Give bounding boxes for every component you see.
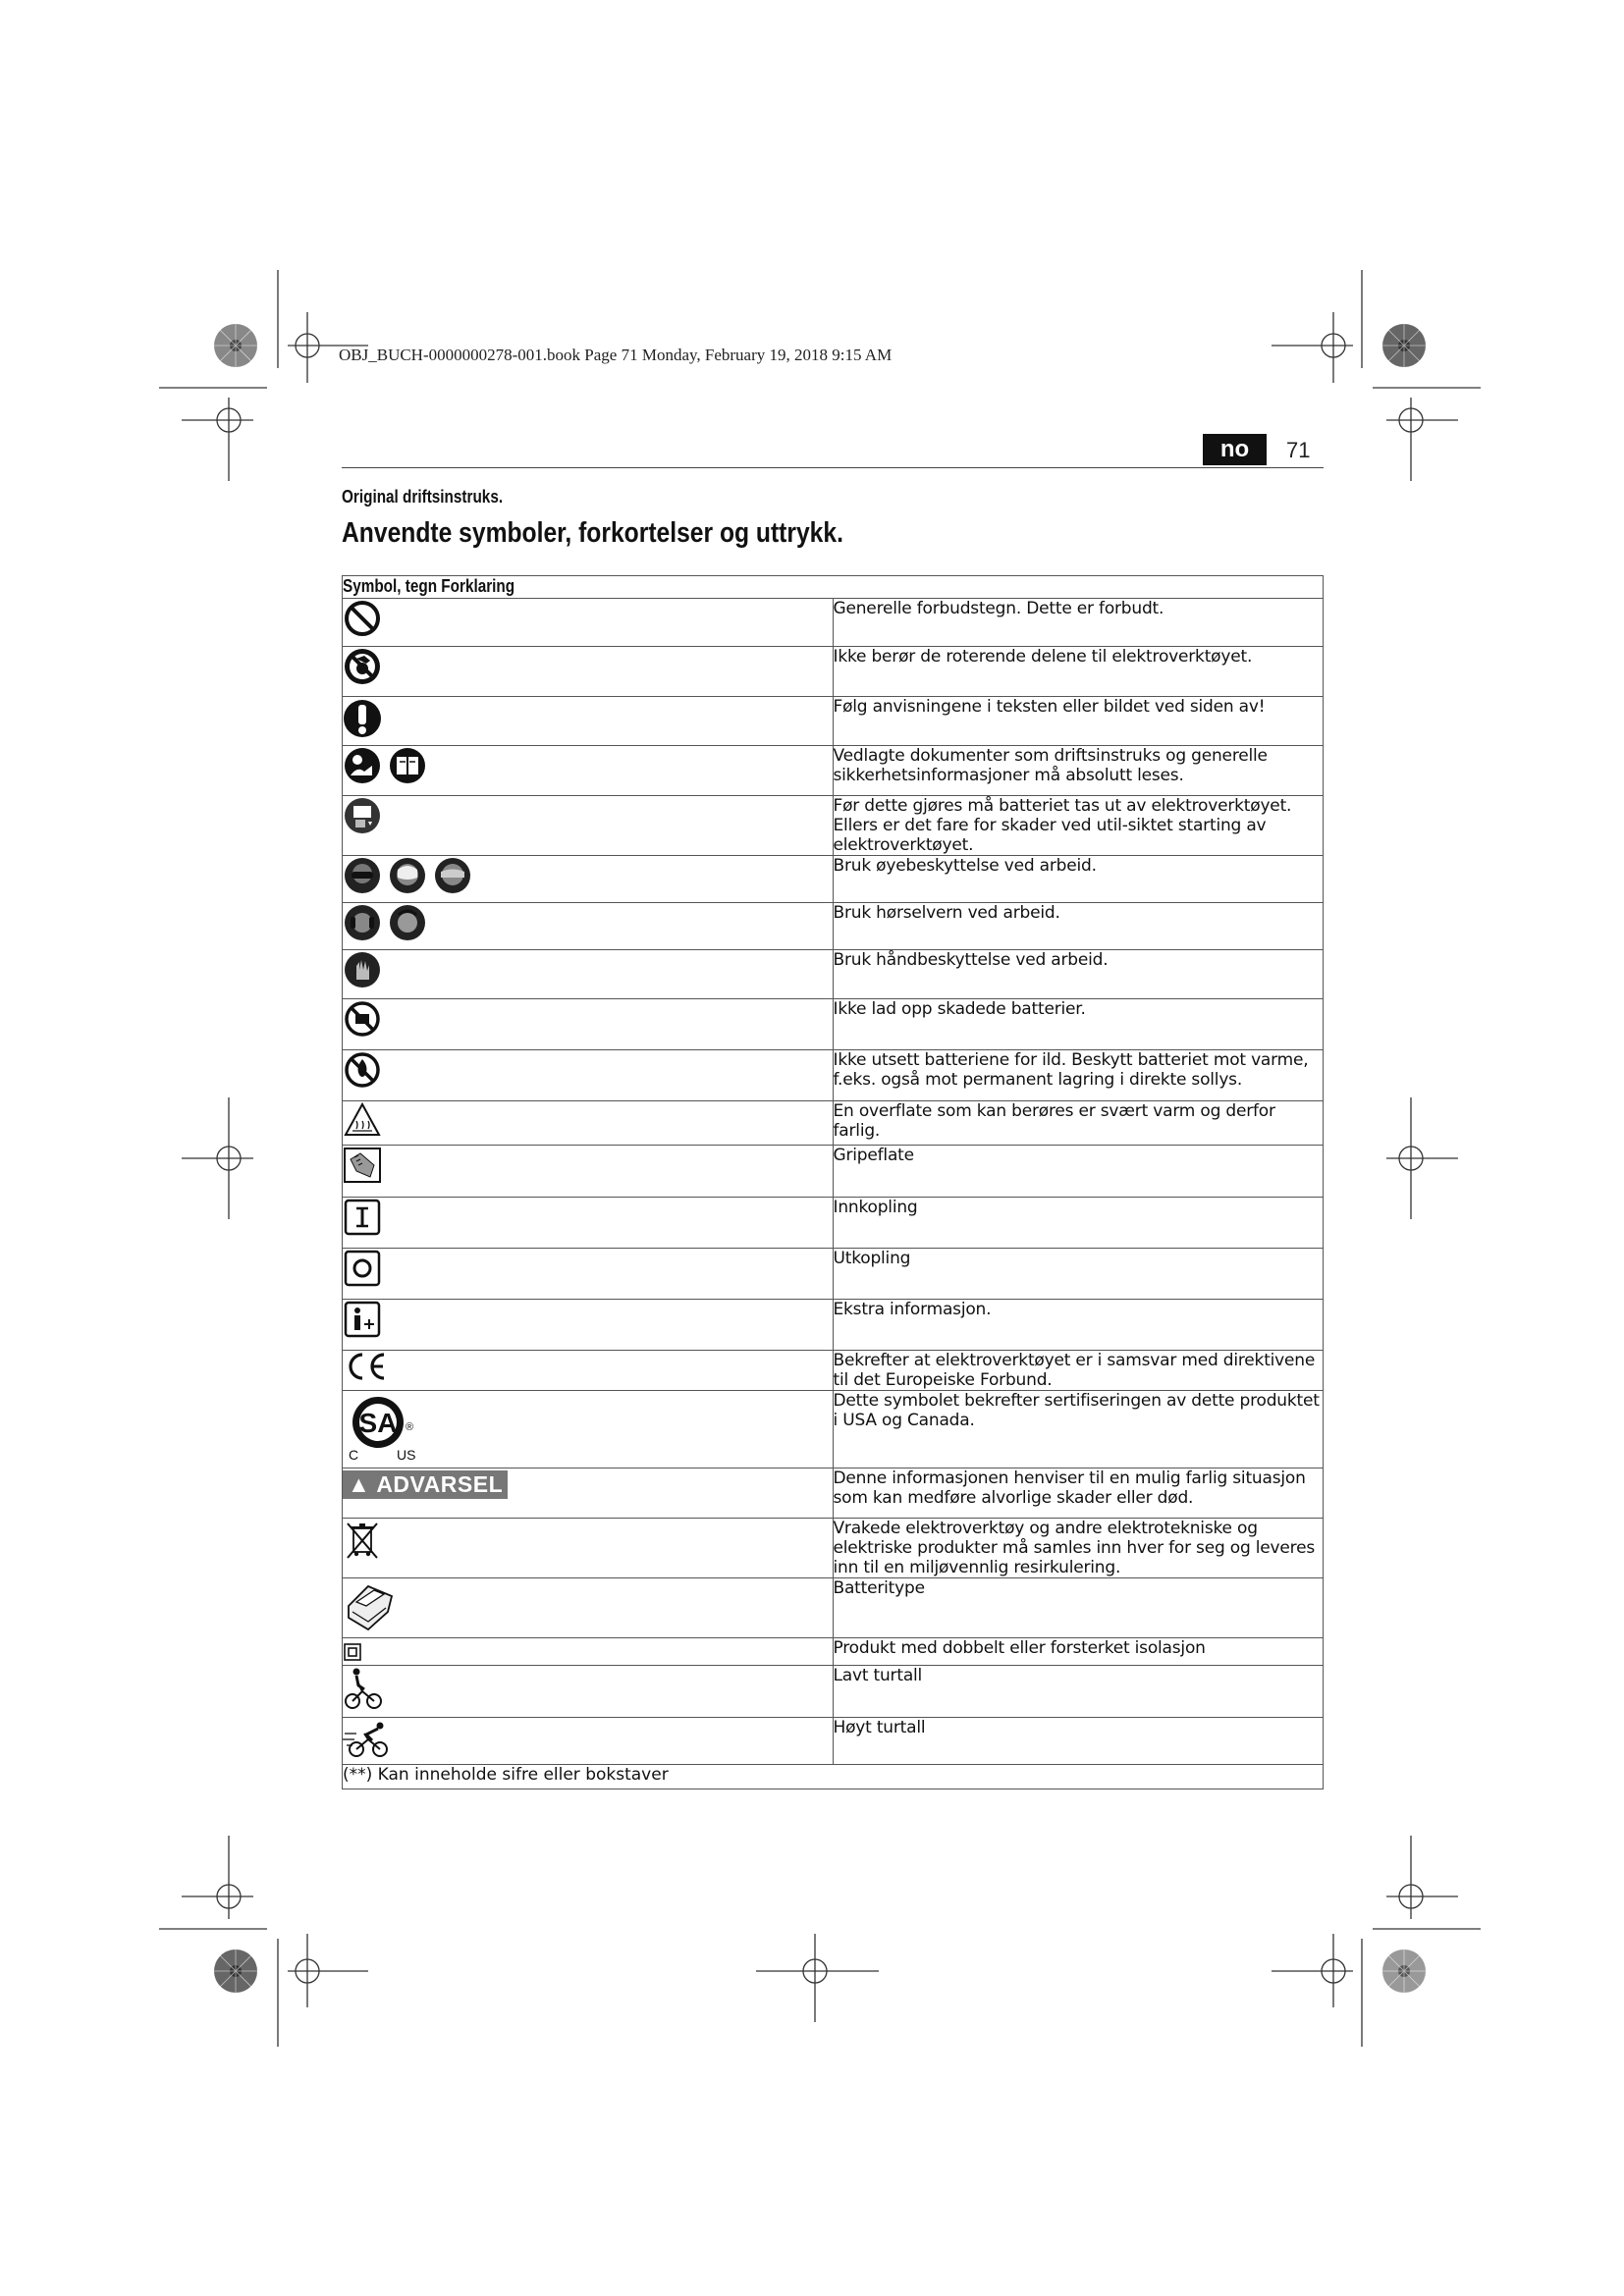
registered-mark: ® (406, 1421, 414, 1433)
explanation-cell: Ikke berør de roterende delene til elektroverktøyet. (833, 647, 1324, 697)
table-row (343, 1351, 1324, 1391)
doc-subtitle: Original driftsinstruks. (342, 487, 504, 507)
switch-off-icon (343, 1249, 382, 1288)
eye-protection-icon (343, 856, 382, 895)
explanation-cell: Bekrefter at elektroverktøyet er i samsvar med direktivene til det Europeiske Forbund. (833, 1351, 1324, 1391)
file-header-line: OBJ_BUCH-0000000278-001.book Page 71 Monday, February 19, 2018 9:15 AM (339, 346, 893, 364)
ear-protection-icon (343, 903, 382, 942)
explanation-cell: Generelle forbudstegn. Dette er forbudt. (833, 599, 1324, 647)
doc-title: Anvendte symboler, forkortelser og uttrykk. (342, 517, 843, 549)
grip-surface-icon (343, 1146, 382, 1185)
csa-us-label: US (397, 1447, 416, 1462)
explanation-cell: Bruk øyebeskyttelse ved arbeid. (833, 856, 1324, 903)
explanation-cell: Bruk håndbeskyttelse ved arbeid. (833, 950, 1324, 999)
csa-c-label: C (349, 1447, 359, 1462)
no-touch-rotating-parts-icon (343, 647, 382, 686)
explanation-cell: Før dette gjøres må batteriet tas ut av elektroverktøyet. Ellers er det fare for skader ved util-siktet starting av elektroverktøyet. (833, 796, 1324, 856)
table-row (343, 903, 1324, 950)
table-row (343, 1468, 1324, 1519)
explanation-cell: Innkopling (833, 1198, 1324, 1249)
table-row (343, 1146, 1324, 1198)
battery-type-icon (343, 1578, 398, 1633)
explanation-cell: Produkt med dobbelt eller forsterket isolasjon (833, 1638, 1324, 1666)
explanation-cell: Følg anvisningene i teksten eller bildet ved siden av! (833, 697, 1324, 746)
table-row (343, 1578, 1324, 1638)
info-plus-icon (343, 1300, 382, 1339)
symbols-table (342, 575, 1324, 1789)
table-header-row (343, 576, 1324, 599)
manual-book-icon (388, 746, 427, 785)
table-row (343, 950, 1324, 999)
warning-label-text: ADVARSEL (376, 1471, 504, 1497)
page-number: 71 (1286, 438, 1311, 462)
table-row (343, 1249, 1324, 1300)
table-row (343, 1050, 1324, 1101)
weee-bin-icon (343, 1519, 382, 1560)
csa-letters: SA (358, 1408, 398, 1438)
explanation-cell: Ikke utsett batteriene for ild. Beskytt batteriet mot varme, f.eks. også mot permanent lagring i direkte sollys. (833, 1050, 1324, 1101)
table-row (343, 1198, 1324, 1249)
eye-protection-icon (433, 856, 472, 895)
no-charge-damaged-battery-icon (343, 999, 382, 1039)
ear-protection-icon (388, 903, 427, 942)
high-speed-icon (343, 1718, 394, 1759)
switch-on-icon (343, 1198, 382, 1237)
language-badge: no (1203, 434, 1267, 465)
table-row (343, 1638, 1324, 1666)
explanation-cell: Ikke lad opp skadede batterier. (833, 999, 1324, 1050)
table-row (343, 1300, 1324, 1351)
read-manual-icon (343, 746, 382, 785)
explanation-cell: Gripeflate (833, 1146, 1324, 1198)
table-footnote-row (343, 1765, 1324, 1789)
table-row (343, 1101, 1324, 1146)
header-rule (342, 467, 1324, 468)
remove-battery-icon (343, 796, 382, 835)
explanation-cell: Høyt turtall (833, 1718, 1324, 1765)
table-row (343, 796, 1324, 856)
warning-label-icon: ▲ ADVARSEL (343, 1470, 508, 1499)
table-row (343, 1391, 1324, 1468)
explanation-cell: Bruk hørselvern ved arbeid. (833, 903, 1324, 950)
table-row (343, 1519, 1324, 1578)
table-row (343, 697, 1324, 746)
exclamation-icon (343, 697, 382, 740)
explanation-cell: Vedlagte dokumenter som driftsinstruks og generelle sikkerhetsinformasjoner må absolutt leses. (833, 746, 1324, 796)
explanation-cell: Utkopling (833, 1249, 1324, 1300)
table-row (343, 647, 1324, 697)
table-footnote: (**) Kan inneholde sifre eller bokstaver (343, 1765, 1324, 1789)
explanation-cell: Denne informasjonen henviser til en mulig farlig situasjon som kan medføre alvorlige skader eller død. (833, 1468, 1324, 1519)
explanation-cell: En overflate som kan berøres er svært varm og derfor farlig. (833, 1101, 1324, 1146)
table-row (343, 1718, 1324, 1765)
explanation-cell: Lavt turtall (833, 1666, 1324, 1718)
table-row (343, 856, 1324, 903)
no-fire-battery-icon (343, 1050, 382, 1090)
table-row (343, 746, 1324, 796)
table-header-cell: Symbol, tegn Forklaring (343, 576, 1324, 599)
csa-certification-icon (343, 1391, 431, 1462)
low-speed-icon (343, 1666, 386, 1711)
hand-protection-icon (343, 950, 382, 989)
ce-mark-icon (343, 1351, 388, 1382)
hot-surface-icon (343, 1101, 382, 1139)
table-row (343, 1666, 1324, 1718)
table-row (343, 599, 1324, 647)
explanation-cell: Batteritype (833, 1578, 1324, 1638)
eye-protection-icon (388, 856, 427, 895)
explanation-cell: Dette symbolet bekrefter sertifiseringen av dette produktet i USA og Canada. (833, 1391, 1324, 1468)
table-row (343, 999, 1324, 1050)
explanation-cell: Ekstra informasjon. (833, 1300, 1324, 1351)
explanation-cell: Vrakede elektroverktøy og andre elektrotekniske og elektriske produkter må samles inn hver for seg og leveres inn til en miljøvennlig resirkulering. (833, 1519, 1324, 1578)
double-insulation-icon (343, 1642, 362, 1662)
prohibition-icon (343, 599, 382, 638)
